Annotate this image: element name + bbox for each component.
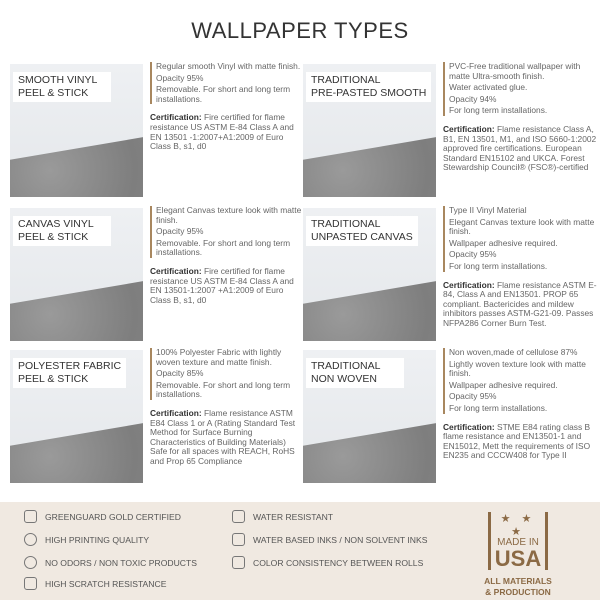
certificate-icon xyxy=(24,510,37,523)
feature-line: Opacity 85% xyxy=(156,368,204,379)
feature-line: Removable. For short and long term installations. xyxy=(156,84,291,104)
feature-line: Elegant Canvas texture look with matte finish. xyxy=(449,216,595,237)
feature-line: Wallpaper adhesive required. xyxy=(449,379,558,390)
cert-text: Flame resistance ASTM E84 Class 1 or A (Rating Standard Test Method for Surface Burning Characteristics of Building Materials) Safe for all spaces with REACH, RoHS and Prop 65 Compliance xyxy=(150,407,296,466)
wallpaper-description xyxy=(443,206,598,329)
wallpaper-type-label xyxy=(306,72,431,102)
feature-item xyxy=(232,556,423,569)
wallpaper-type-label xyxy=(306,216,418,246)
wallpaper-type-label xyxy=(13,72,111,102)
cert-text: Flame resistance Class A, B1, EN 13501, M1, and ISO 5660-1:2002 approved fire certifications. European Standard EN15102 and UKCA. Forest Stewardship Council® (FSC®)-certified xyxy=(443,123,597,173)
ink-bottles-icon xyxy=(232,533,245,546)
cert-label: Certification: xyxy=(443,279,495,290)
wallpaper-sample-image xyxy=(303,208,436,341)
wallpaper-card xyxy=(10,347,305,490)
feature-line: Opacity 95% xyxy=(449,249,497,260)
certification xyxy=(443,423,598,461)
wallpaper-sample-image xyxy=(10,350,143,483)
scratch-icon xyxy=(24,577,37,590)
certification xyxy=(150,113,305,151)
feature-line: Opacity 94% xyxy=(449,93,497,104)
feature-line: Lightly woven texture look with matte finish. xyxy=(449,358,586,379)
label-line: UNPASTED CANVAS xyxy=(311,231,413,243)
label-line: SMOOTH VINYL xyxy=(18,74,98,86)
wallpaper-card xyxy=(303,347,598,490)
wallpaper-description xyxy=(150,62,305,152)
cert-text: Fire certified for flame resistance US ASTM E-84 Class A and EN 13501-1:2007 +A1:2009 of Euro Class B, s1, d0 xyxy=(150,265,294,305)
feature-item xyxy=(24,577,166,590)
feature-line: Opacity 95% xyxy=(156,226,204,237)
wallpaper-card xyxy=(303,61,598,204)
certification xyxy=(150,409,305,467)
feature-line: For long term installations. xyxy=(449,260,548,271)
wallpaper-sample-image xyxy=(10,64,143,197)
feature-item xyxy=(24,556,197,569)
cert-label: Certification: xyxy=(150,407,202,418)
badge-sub1: ALL MATERIALS xyxy=(484,576,552,586)
feature-label: WATER RESISTANT xyxy=(253,511,334,522)
label-line: TRADITIONAL xyxy=(311,74,381,86)
cert-text: Fire certified for flame resistance US ASTM E-84 Class A and EN 13501 -1:2007+A1:2009 of Euro Class B, s1, d0 xyxy=(150,112,294,152)
label-line: POLYESTER FABRIC xyxy=(18,360,122,372)
wallpaper-sample-image xyxy=(303,350,436,483)
certification xyxy=(150,267,305,305)
made-in-usa-badge xyxy=(478,512,558,598)
g-circle-icon xyxy=(24,533,37,546)
badge-sub2: & PRODUCTION xyxy=(485,587,551,597)
label-line: NON WOVEN xyxy=(311,373,377,385)
certification xyxy=(443,125,598,173)
wallpaper-description xyxy=(150,348,305,467)
feature-line: Removable. For short and long term installations. xyxy=(156,237,291,258)
no-odor-icon xyxy=(24,556,37,569)
label-line: PEEL & STICK xyxy=(18,87,89,99)
cert-label: Certification: xyxy=(150,265,202,276)
feature-item xyxy=(232,533,427,546)
wallpaper-card xyxy=(10,61,305,204)
page-title: WALLPAPER TYPES xyxy=(191,18,409,43)
wallpaper-card xyxy=(10,205,305,348)
label-line: PRE-PASTED SMOOTH xyxy=(311,87,427,99)
label-line: TRADITIONAL xyxy=(311,218,381,230)
wallpaper-sample-image xyxy=(303,64,436,197)
badge-made-in: MADE IN xyxy=(497,537,539,548)
feature-label: HIGH SCRATCH RESISTANCE xyxy=(45,578,167,589)
feature-line: Regular smooth Vinyl with matte finish. xyxy=(156,61,301,71)
wallpaper-type-label xyxy=(13,358,126,388)
badge-country: USA xyxy=(494,546,542,571)
feature-line: Opacity 95% xyxy=(156,72,204,83)
water-drop-icon xyxy=(232,510,245,523)
feature-line: Water activated glue. xyxy=(449,82,528,93)
feature-line: Opacity 95% xyxy=(449,391,497,402)
feature-line: For long term installations. xyxy=(449,105,548,116)
label-line: TRADITIONAL xyxy=(311,360,381,372)
feature-item xyxy=(24,533,149,546)
wallpaper-sample-image xyxy=(10,208,143,341)
feature-line: Elegant Canvas texture look with matte finish. xyxy=(156,205,302,225)
feature-label: GREENGUARD GOLD CERTIFIED xyxy=(45,511,181,522)
cert-label: Certification: xyxy=(443,123,495,134)
feature-line: PVC-Free traditional wallpaper with matte Ultra-smooth finish. xyxy=(449,61,581,81)
feature-line: Wallpaper adhesive required. xyxy=(449,237,558,248)
feature-label: WATER BASED INKS / NON SOLVENT INKS xyxy=(253,534,428,545)
feature-label: COLOR CONSISTENCY BETWEEN ROLLS xyxy=(253,557,424,568)
cert-label: Certification: xyxy=(150,112,202,123)
wallpaper-description xyxy=(150,206,305,305)
label-line: PEEL & STICK xyxy=(18,231,89,243)
stars-icon: ★ ★ ★ xyxy=(500,513,536,538)
cert-label: Certification: xyxy=(443,421,495,432)
wallpaper-card xyxy=(303,205,598,348)
certification xyxy=(443,281,598,329)
wallpaper-description xyxy=(443,62,598,173)
feature-line: Non woven,made of cellulose 87% xyxy=(449,347,578,357)
feature-label: NO ODORS / NON TOXIC PRODUCTS xyxy=(45,557,197,568)
feature-item xyxy=(232,510,333,523)
wallpaper-type-label xyxy=(13,216,111,246)
wallpaper-type-label xyxy=(306,358,404,388)
feature-line: Type II Vinyl Material xyxy=(449,205,527,215)
wallpaper-description xyxy=(443,348,598,461)
feature-item xyxy=(24,510,181,523)
rolls-icon xyxy=(232,556,245,569)
feature-line: For long term installations. xyxy=(449,402,548,413)
cert-text: STME E84 rating class B flame resistance and EN13501-1 and EN15012, Mett the requirements of ISO EN235 and CCCW408 for Type II xyxy=(443,421,591,461)
feature-label: HIGH PRINTING QUALITY xyxy=(45,534,150,545)
label-line: CANVAS VINYL xyxy=(18,218,94,230)
feature-line: 100% Polyester Fabric with lightly woven texture and matte finish. xyxy=(156,347,282,367)
feature-line: Removable. For short and long term installations. xyxy=(156,379,291,400)
label-line: PEEL & STICK xyxy=(18,373,89,385)
cert-text: Flame resistance ASTM E-84, Class A and EN13501. PROP 65 compliant. Bactericides and mildew inhibitors passes ASTM-G21-09. Passes NFPA286 Corner Burn Test. xyxy=(443,279,597,328)
